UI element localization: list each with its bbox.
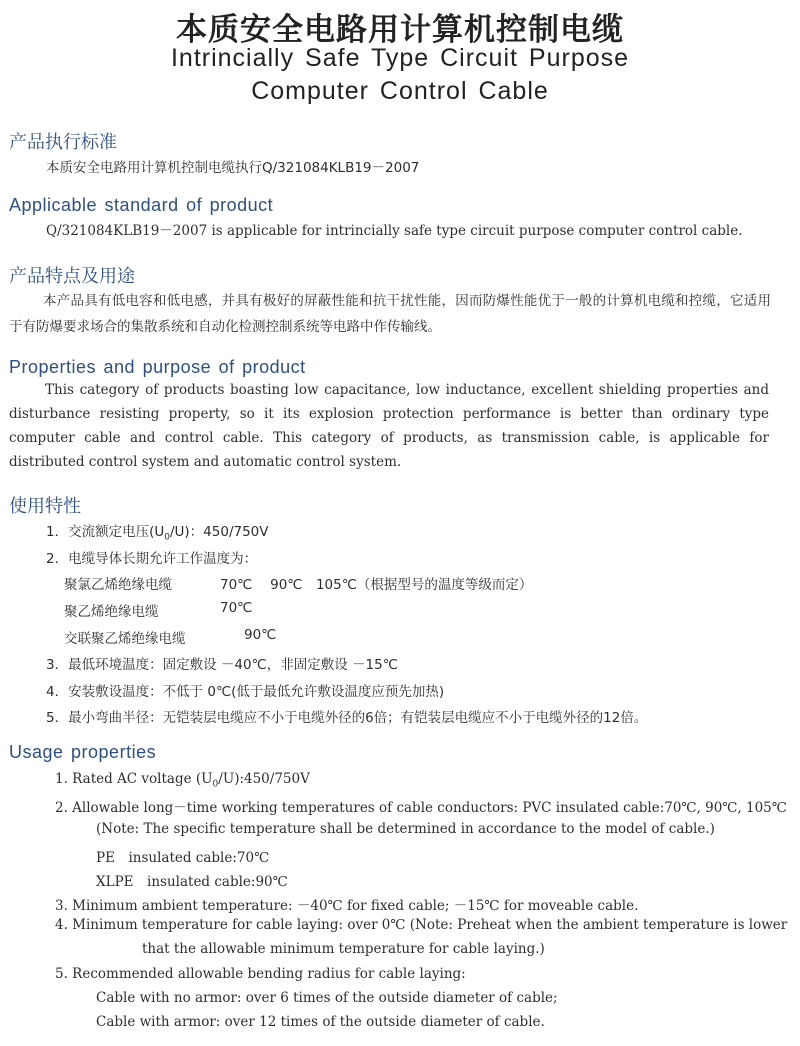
- usage-en-item5-a: Cable with no armor: over 6 times of the outside diameter of cable;: [96, 990, 558, 1006]
- usage-en-item2: 2. Allowable long－time working temperatures of cable conductors: PVC insulated cable:70℃, 90℃, 105℃: [55, 800, 787, 816]
- usage-en-item2-xlpe: XLPE insulated cable:90℃: [96, 874, 288, 890]
- usage-cn-item2: 2．电缆导体长期允许工作温度为：: [46, 551, 258, 567]
- features-en-text: This category of products boasting low capacitance, low inductance, excellent shielding properties and disturbance resisting property, so it its explosion protection performance is better than ordinary type computer cable and control cable. This category of products, as transmission cable, is applicable for distributed control system and automatic control system.: [9, 382, 769, 470]
- heading-usage-cn: 使用特性: [9, 496, 81, 517]
- page-title-en-line1: Intrincially Safe Type Circuit Purpose: [170, 44, 630, 72]
- page-title-en-line2: Computer Control Cable: [251, 77, 549, 105]
- features-cn-text: 本产品具有低电容和低电感，并具有极好的屏蔽性能和抗干扰性能，因而防爆性能优于一般的计算机电缆和控缆，它适用于有防爆要求场合的集散系统和自动化检测控制系统等电路中作传输线。: [9, 293, 771, 335]
- heading-usage-en: Usage properties: [9, 742, 157, 762]
- usage-cn-xlpe-label: 交联聚乙烯绝缘电缆: [64, 631, 186, 647]
- usage-en-item5-b: Cable with armor: over 12 times of the outside diameter of cable.: [96, 1014, 545, 1030]
- usage-cn-xlpe-temp: 90℃: [244, 627, 277, 643]
- usage-cn-item1: 1．交流额定电压$(U_0/U)$：450/750V: [46, 524, 269, 543]
- usage-cn-pe-temp: 70℃: [220, 600, 253, 616]
- heading-standard-cn: 产品执行标准: [9, 132, 117, 153]
- usage-en-item4: 4. Minimum temperature for cable laying: over 0℃ (Note: Preheat when the ambient temperature is lower: [55, 917, 788, 933]
- standard-cn-text: 本质安全电路用计算机控制电缆执行Q/321084KLB19－2007: [46, 160, 420, 176]
- standard-en-text: Q/321084KLB19－2007 is applicable for intrincially safe type circuit purpose computer control cable.: [46, 223, 743, 239]
- usage-cn-item5: 5．最小弯曲半径：无铠装层电缆应不小于电缆外径的6倍；有铠装层电缆应不小于电缆外径的12倍。: [46, 710, 648, 726]
- usage-en-item2-note: (Note: The specific temperature shall be determined in accordance to the model of cable.): [96, 821, 715, 837]
- usage-en-item1: 1. Rated AC voltage $(U_0/U):450/750V$: [55, 771, 310, 790]
- usage-en-item3: 3. Minimum ambient temperature: －40℃ for fixed cable; －15℃ for moveable cable.: [55, 898, 639, 914]
- usage-cn-pvc-temps: 70℃ 90℃ 105℃（根据型号的温度等级而定）: [220, 577, 533, 593]
- heading-features-cn: 产品特点及用途: [9, 266, 135, 287]
- usage-cn-pvc-label: 聚氯乙烯绝缘电缆: [64, 577, 172, 593]
- heading-standard-en: Applicable standard of product: [9, 195, 274, 215]
- usage-cn-pe-label: 聚乙烯绝缘电缆: [64, 604, 159, 620]
- usage-en-item2-pe: PE insulated cable:70℃: [96, 850, 270, 866]
- page-title-cn: 本质安全电路用计算机控制电缆: [176, 12, 624, 48]
- heading-features-en: Properties and purpose of product: [9, 357, 306, 377]
- usage-cn-item3: 3．最低环境温度：固定敷设 －40℃，非固定敷设 －15℃: [46, 657, 398, 673]
- usage-en-item4-cont: that the allowable minimum temperature for cable laying.): [142, 941, 545, 957]
- usage-cn-item4: 4．安装敷设温度：不低于 0℃(低于最低允许敷设温度应预先加热): [46, 684, 445, 700]
- usage-en-item5: 5. Recommended allowable bending radius for cable laying:: [55, 966, 466, 982]
